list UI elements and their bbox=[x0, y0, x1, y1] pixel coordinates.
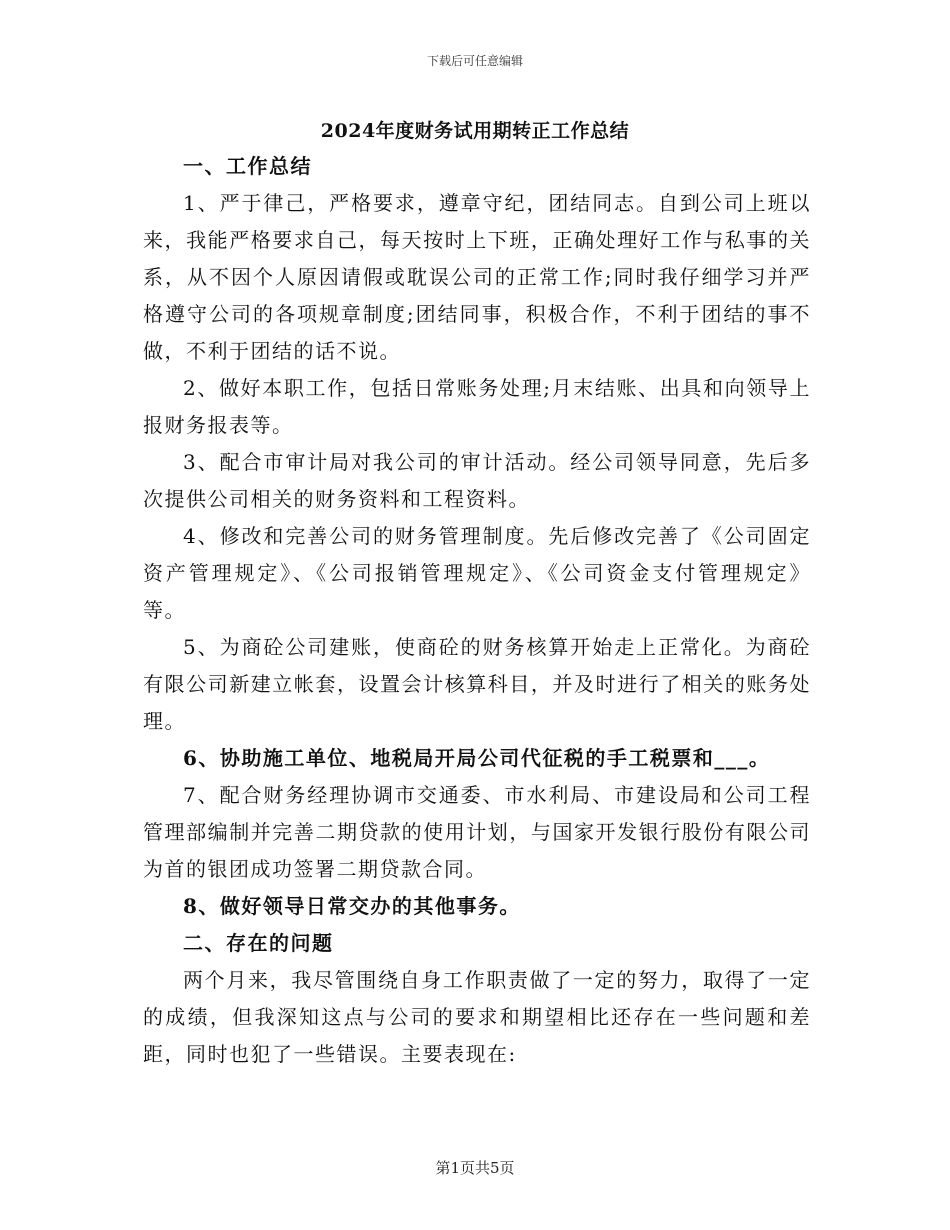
paragraph-item-5: 5、为商砼公司建账，使商砼的财务核算开始走上正常化。为商砼有限公司新建立帐套，设置会计核算科目，并及时进行了相关的账务处理。 bbox=[143, 635, 811, 733]
document-title: 2024年度财务试用期转正工作总结 bbox=[320, 120, 630, 142]
paragraph-item-8: 8、做好领导日常交办的其他事务。 bbox=[183, 894, 521, 918]
page-number-footer: 第1页共5页 bbox=[435, 1159, 515, 1177]
paragraph-item-2: 2、做好本职工作，包括日常账务处理;月末结账、出具和向领导上报财务报表等。 bbox=[143, 376, 811, 437]
paragraph-item-1: 1、严于律己，严格要求，遵章守纪，团结同志。自到公司上班以来，我能严格要求自己，每天按时上下班，正确处理好工作与私事的关系，从不因个人原因请假或耽误公司的正常工作;同时我仔细学习并严格遵守公司的各项规章制度;团结同事，积极合作，不利于团结的事不做，不利于团结的话不说。 bbox=[143, 191, 811, 363]
paragraph-problems-intro: 两个月来，我尽管围绕自身工作职责做了一定的努力，取得了一定的成绩，但我深知这点与公司的要求和期望相比还存在一些问题和差距，同时也犯了一些错误。主要表现在: bbox=[143, 968, 811, 1066]
paragraph-item-6: 6、协助施工单位、地税局开局公司代征税的手工税票和___。 bbox=[183, 746, 771, 770]
paragraph-item-3: 3、配合市审计局对我公司的审计活动。经公司领导同意，先后多次提供公司相关的财务资料和工程资料。 bbox=[143, 450, 811, 511]
paragraph-item-4: 4、修改和完善公司的财务管理制度。先后修改完善了《公司固定资产管理规定》、《公司报销管理规定》、《公司资金支付管理规定》等。 bbox=[143, 524, 811, 622]
page-header-note: 下载后可任意编辑 bbox=[426, 54, 523, 68]
section-heading-problems: 二、存在的问题 bbox=[183, 931, 334, 955]
paragraph-item-7: 7、配合财务经理协调市交通委、市水利局、市建设局和公司工程管理部编制并完善二期贷款的使用计划，与国家开发银行股份有限公司为首的银团成功签署二期贷款合同。 bbox=[143, 783, 811, 881]
document-body bbox=[143, 148, 811, 1073]
section-heading-work-summary: 一、工作总结 bbox=[183, 154, 312, 178]
